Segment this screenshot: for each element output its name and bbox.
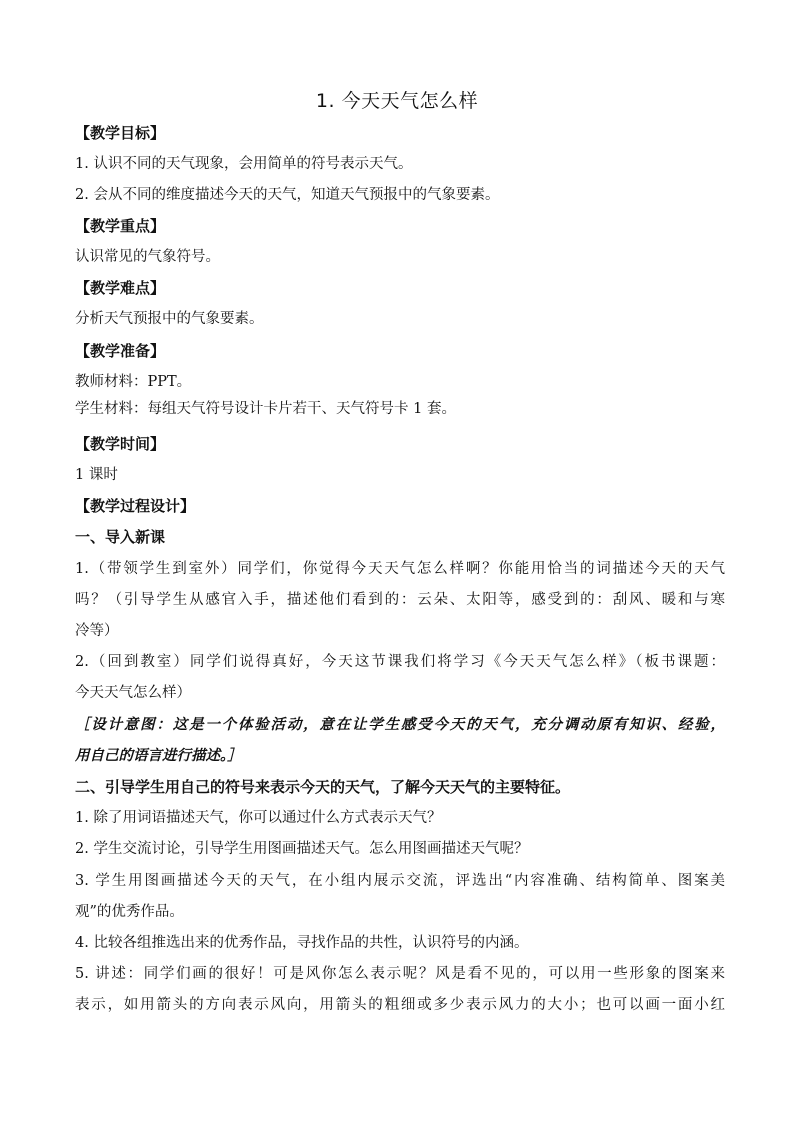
symbols-item-4: 4. 比较各组推选出来的优秀作品，寻找作品的共性，认识符号的内涵。 [75, 935, 529, 951]
symbols-item-2: 2. 学生交流讨论，引导学生用图画描述天气。怎么用图画描述天气呢？ [75, 841, 529, 857]
subsection-heading-intro: 一、导入新课 [75, 528, 166, 546]
symbols-item-3-line-1: 3. 学生用图画描述今天的天气，在小组内展示交流，评选出“内容准确、结构简单、图案美 [75, 873, 725, 889]
symbols-item-3-line-2: 观”的优秀作品。 [75, 904, 184, 920]
design-intent-line-2: 用自己的语言进行描述。］ [75, 747, 242, 764]
goal-item-1: 1. 认识不同的天气现象，会用简单的符号表示天气。 [75, 156, 413, 172]
section-heading-preparation: 【教学准备】 [75, 342, 166, 360]
intro-para-1-line-3: 冷等） [75, 623, 119, 639]
intro-para-1-line-1: 1.（带领学生到室外）同学们，你觉得今天天气怎么样啊？你能用恰当的词描述今天的天气 [75, 561, 725, 577]
symbols-item-5-line-1: 5. 讲述：同学们画的很好！可是风你怎么表示呢？风是看不见的，可以用一些形象的图案来 [75, 966, 725, 982]
subsection-heading-symbols: 二、引导学生用自己的符号来表示今天的天气，了解今天天气的主要特征。 [75, 778, 571, 796]
key-points-text: 认识常见的气象符号。 [75, 249, 220, 265]
section-heading-key-points: 【教学重点】 [75, 217, 166, 235]
time-text: 1 课时 [75, 467, 118, 483]
intro-para-2-line-1: 2.（回到教室）同学们说得真好，今天这节课我们将学习《今天天气怎么样》（板书课题： [75, 654, 725, 670]
intro-para-2-line-2: 今天天气怎么样） [75, 685, 191, 701]
symbols-item-5-line-2: 表示，如用箭头的方向表示风向，用箭头的粗细或多少表示风力的大小；也可以画一面小红 [75, 997, 725, 1013]
student-materials: 学生材料：每组天气符号设计卡片若干、天气符号卡 1 套。 [75, 401, 456, 417]
section-heading-difficulties: 【教学难点】 [75, 279, 166, 297]
design-intent-line-1: ［设计意图：这是一个体验活动，意在让学生感受今天的天气，充分调动原有知识、经验， [75, 716, 725, 733]
section-heading-process: 【教学过程设计】 [75, 497, 196, 515]
difficulties-text: 分析天气预报中的气象要素。 [75, 311, 264, 327]
intro-para-1-line-2: 吗？（引导学生从感官入手，描述他们看到的：云朵、太阳等，感受到的：刮风、暖和与寒 [75, 592, 725, 608]
symbols-item-1: 1. 除了用词语描述天气，你可以通过什么方式表示天气？ [75, 810, 442, 826]
goal-item-2: 2. 会从不同的维度描述今天的天气，知道天气预报中的气象要素。 [75, 187, 500, 203]
teacher-materials: 教师材料：PPT。 [75, 374, 192, 390]
section-heading-time: 【教学时间】 [75, 435, 166, 453]
page-title: 1. 今天天气怎么样 [315, 90, 479, 112]
section-heading-goals: 【教学目标】 [75, 124, 166, 142]
